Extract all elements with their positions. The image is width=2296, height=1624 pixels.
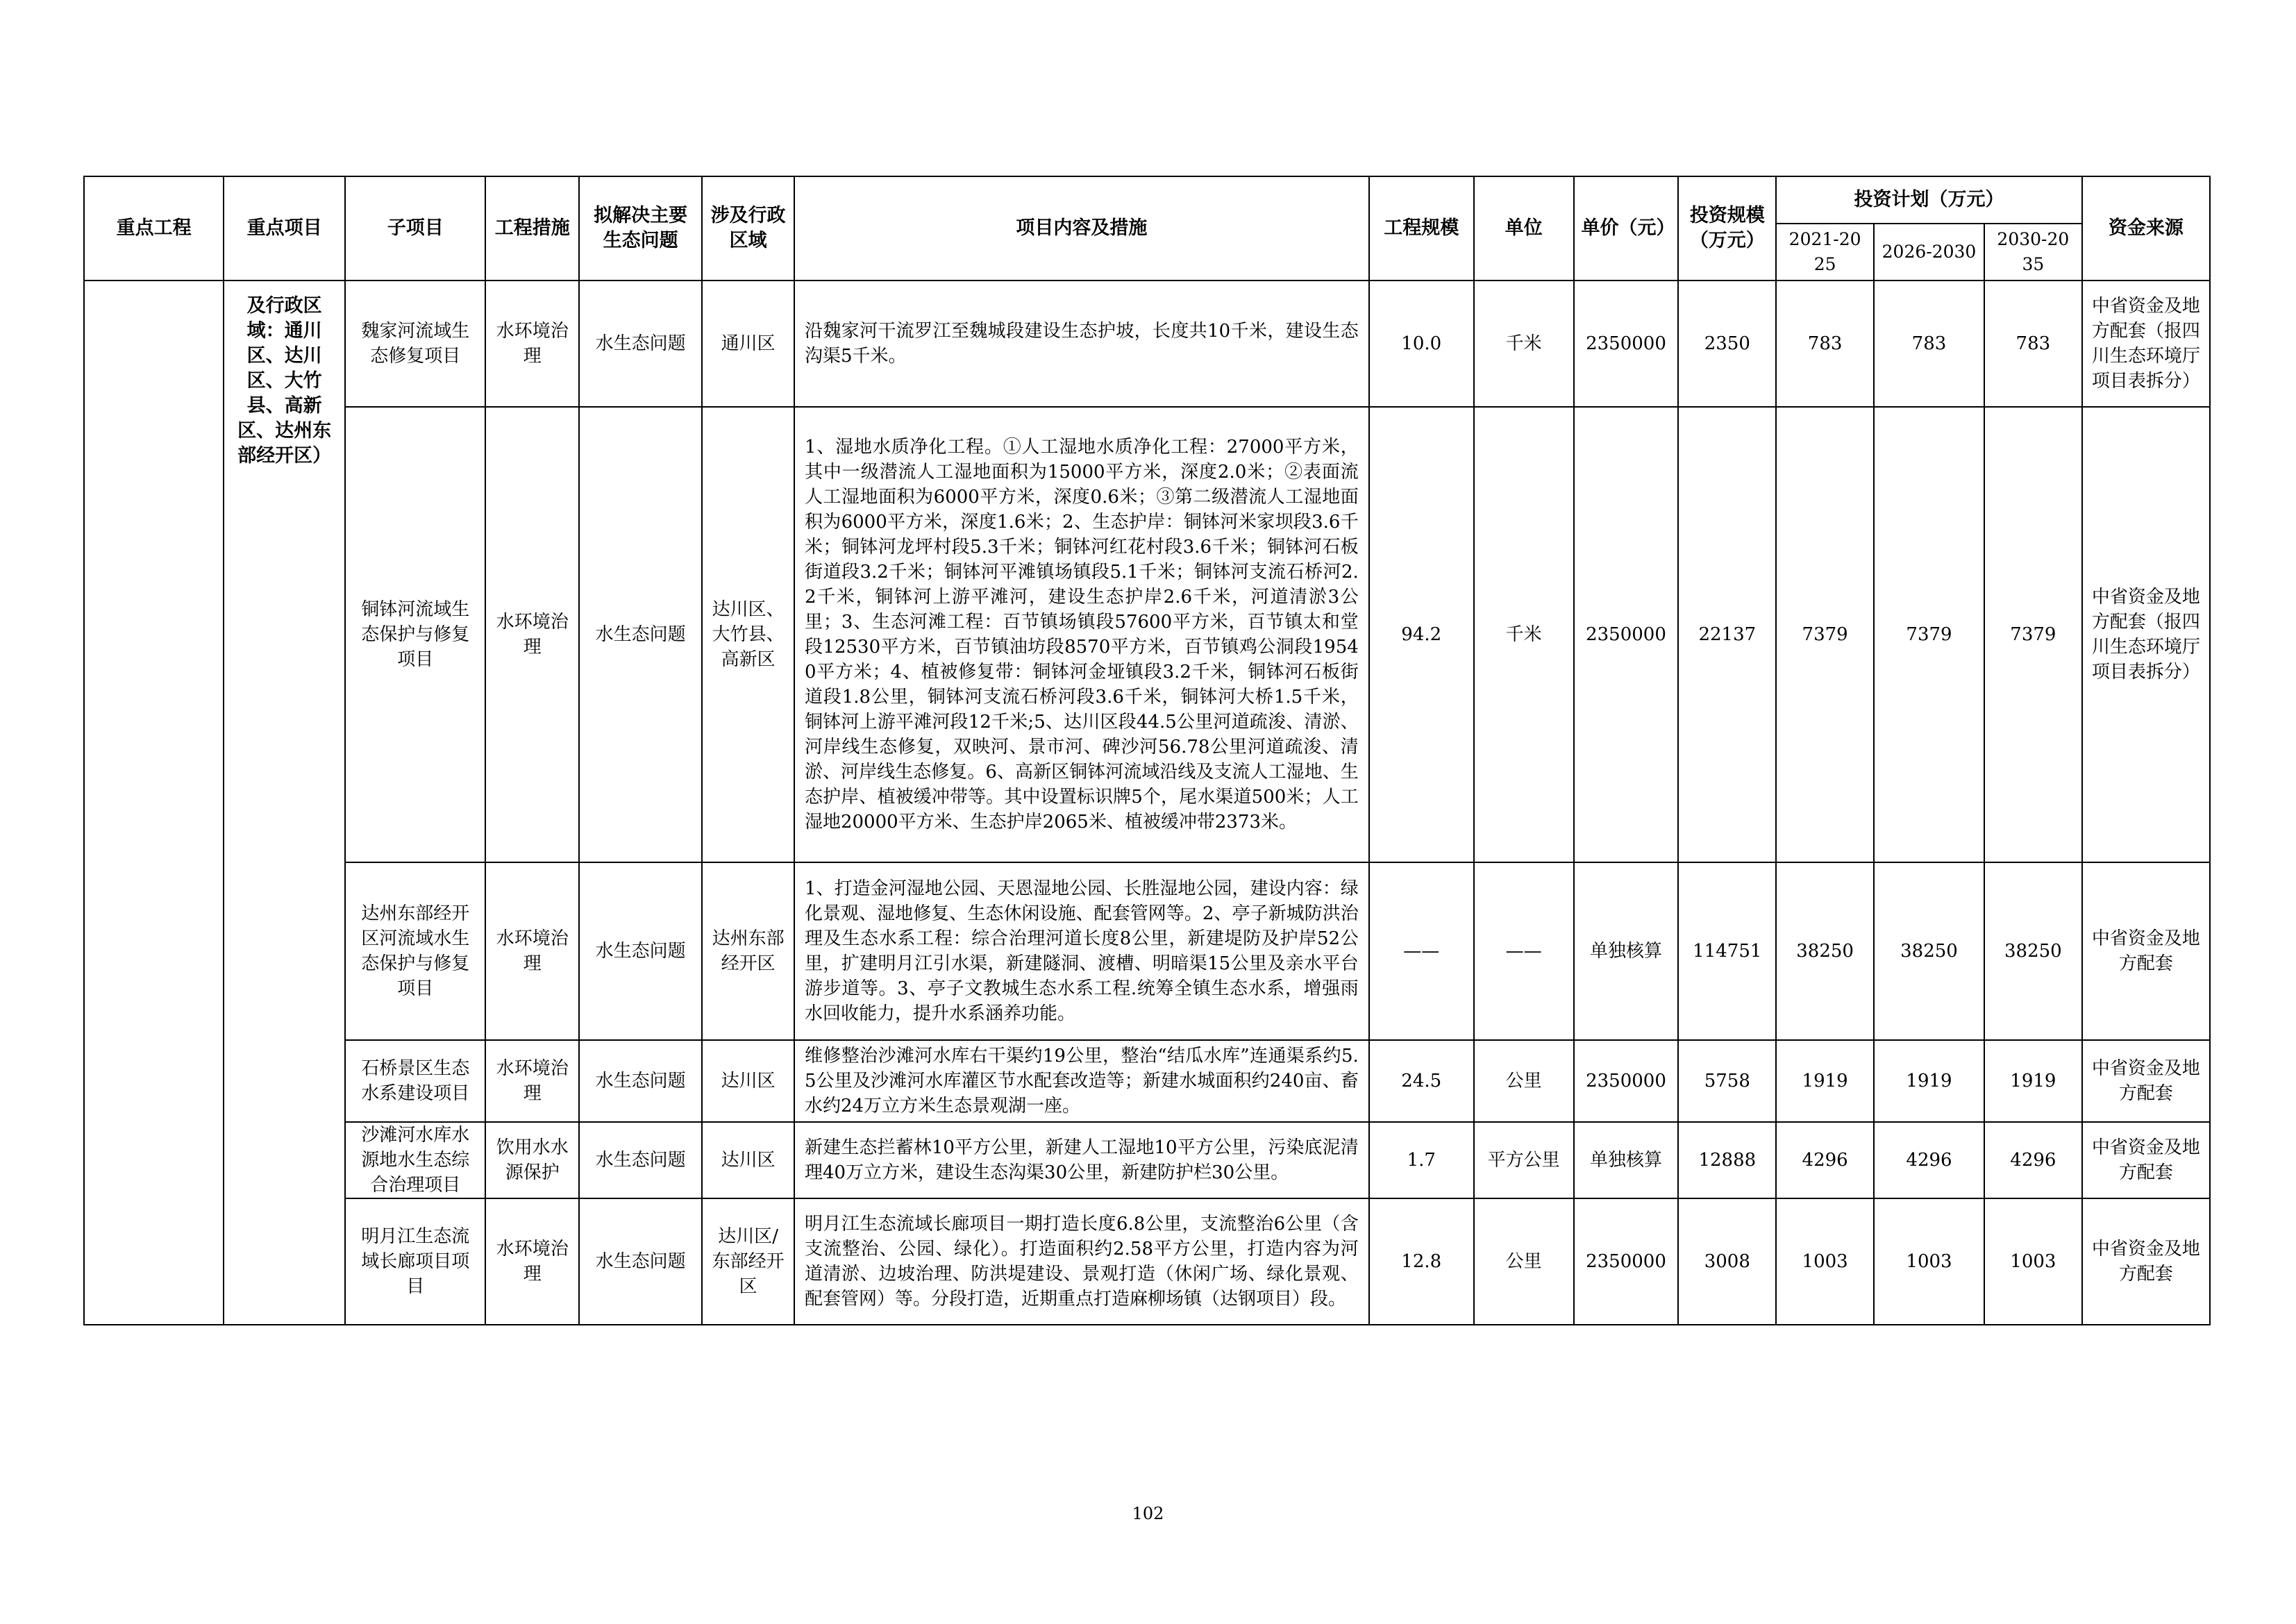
investment-table (83, 176, 2211, 1325)
page-number: 102 (1132, 1504, 1164, 1523)
header-engineering-scale: 工程规模 (1369, 176, 1474, 281)
region-cell: 达川区/东部经开区 (702, 1198, 794, 1325)
header-investment-plan: 投资计划（万元） (1776, 176, 2082, 224)
header-ecological-problem: 拟解决主要生态问题 (579, 176, 702, 281)
plan-2030-2035-cell: 783 (1984, 281, 2082, 407)
header-key-project: 重点项目 (224, 176, 345, 281)
scale-cell: 12.8 (1369, 1198, 1474, 1325)
measure-cell: 水环境治理 (485, 407, 579, 862)
header-row-1 (84, 176, 2210, 224)
plan-2026-2030-cell: 1003 (1874, 1198, 1984, 1325)
price-cell: 单独核算 (1574, 862, 1679, 1040)
content-cell: 明月江生态流域长廊项目一期打造长度6.8公里，支流整治6公里（含支流整治、公园、绿化）。打造面积约2.58平方公里，打造内容为河道清淤、边坡治理、防洪堤建设、景观打造（休闲广场、绿化景观、配套管网）等。分段打造，近期重点打造麻柳场镇（达钢项目）段。 (794, 1198, 1369, 1325)
plan-2021-2025-cell: 783 (1776, 281, 1874, 407)
region-cell: 达川区、大竹县、高新区 (702, 407, 794, 862)
investment-cell: 12888 (1678, 1122, 1776, 1198)
table-row (84, 407, 2210, 862)
sub-project-cell: 沙滩河水库水源地水生态综合治理项目 (345, 1122, 485, 1198)
plan-2026-2030-cell: 4296 (1874, 1122, 1984, 1198)
price-cell: 单独核算 (1574, 1122, 1679, 1198)
unit-cell: 千米 (1474, 281, 1574, 407)
region-cell: 达川区 (702, 1040, 794, 1122)
header-period-2030-2035: 2030-2035 (1984, 224, 2082, 281)
header-period-2021-2025: 2021-2025 (1776, 224, 1874, 281)
header-unit: 单位 (1474, 176, 1574, 281)
plan-2021-2025-cell: 7379 (1776, 407, 1874, 862)
investment-cell: 3008 (1678, 1198, 1776, 1325)
plan-2030-2035-cell: 1003 (1984, 1198, 2082, 1325)
fund-source-cell: 中省资金及地方配套 (2082, 1122, 2210, 1198)
fund-source-cell: 中省资金及地方配套（报四川生态环境厅项目表拆分） (2082, 407, 2210, 862)
measure-cell: 饮用水水源保护 (485, 1122, 579, 1198)
problem-cell: 水生态问题 (579, 1198, 702, 1325)
unit-cell: —— (1474, 862, 1574, 1040)
scale-cell: 10.0 (1369, 281, 1474, 407)
table-row (84, 281, 2210, 407)
header-content-measures: 项目内容及措施 (794, 176, 1369, 281)
fund-source-cell: 中省资金及地方配套 (2082, 1040, 2210, 1122)
header-investment-scale: 投资规模（万元） (1678, 176, 1776, 281)
sub-project-cell: 魏家河流域生态修复项目 (345, 281, 485, 407)
table-row (84, 1198, 2210, 1325)
scale-cell: 94.2 (1369, 407, 1474, 862)
sub-project-cell: 铜钵河流域生态保护与修复项目 (345, 407, 485, 862)
unit-cell: 公里 (1474, 1198, 1574, 1325)
scale-cell: 24.5 (1369, 1040, 1474, 1122)
header-period-2026-2030: 2026-2030 (1874, 224, 1984, 281)
region-cell: 达州东部经开区 (702, 862, 794, 1040)
content-cell: 沿魏家河干流罗江至魏城段建设生态护坡，长度共10千米，建设生态沟渠5千米。 (794, 281, 1369, 407)
content-cell: 1、湿地水质净化工程。①人工湿地水质净化工程：27000平方米，其中一级潜流人工湿地面积为15000平方米，深度2.0米；②表面流人工湿地面积为6000平方米，深度0.6米；③第二级潜流人工湿地面积为6000平方米，深度1.6米；2、生态护岸：铜钵河米家坝段3.6千米；铜钵河龙坪村段5.3千米；铜钵河红花村段3.6千米；铜钵河石板街道段3.2千米；铜钵河平滩镇场镇段5.1千米；铜钵河支流石桥河2.2千米，铜钵河上游平滩河，建设生态护岸2.6千米，河道清淤3公里；3、生态河滩工程：百节镇场镇段57600平方米，百节镇太和堂段12530平方米，百节镇油坊段8570平方米，百节镇鸡公洞段19540平方米；4、植被修复带：铜钵河金垭镇段3.2千米，铜钵河石板街道段1.8公里，铜钵河支流石桥河段3.6千米，铜钵河大桥1.5千米，铜钵河上游平滩河段12千米;5、达川区段44.5公里河道疏浚、清淤、河岸线生态修复，双映河、景市河、碑沙河56.78公里河道疏浚、清淤、河岸线生态修复。6、高新区铜钵河流域沿线及支流人工湿地、生态护岸、植被缓冲带等。其中设置标识牌5个，尾水渠道500米；人工湿地20000平方米、生态护岸2065米、植被缓冲带2373米。 (794, 407, 1369, 862)
plan-2021-2025-cell: 38250 (1776, 862, 1874, 1040)
problem-cell: 水生态问题 (579, 862, 702, 1040)
region-cell: 达川区 (702, 1122, 794, 1198)
price-cell: 2350000 (1574, 1198, 1679, 1325)
plan-2030-2035-cell: 7379 (1984, 407, 2082, 862)
content-cell: 新建生态拦蓄林10平方公里，新建人工湿地10平方公里，污染底泥清理40万立方米，建设生态沟渠30公里，新建防护栏30公里。 (794, 1122, 1369, 1198)
plan-2026-2030-cell: 7379 (1874, 407, 1984, 862)
problem-cell: 水生态问题 (579, 281, 702, 407)
problem-cell: 水生态问题 (579, 1122, 702, 1198)
header-fund-source: 资金来源 (2082, 176, 2210, 281)
key-engineering-cell (84, 281, 224, 1325)
header-unit-price: 单价（元） (1574, 176, 1679, 281)
content-cell: 维修整治沙滩河水库右干渠约19公里，整治“结瓜水库”连通渠系约5.5公里及沙滩河水库灌区节水配套改造等；新建水城面积约240亩、畜水约24万立方米生态景观湖一座。 (794, 1040, 1369, 1122)
plan-2026-2030-cell: 783 (1874, 281, 1984, 407)
measure-cell: 水环境治理 (485, 1040, 579, 1122)
scale-cell: 1.7 (1369, 1122, 1474, 1198)
price-cell: 2350000 (1574, 1040, 1679, 1122)
plan-2030-2035-cell: 38250 (1984, 862, 2082, 1040)
plan-2021-2025-cell: 4296 (1776, 1122, 1874, 1198)
header-engineering-measure: 工程措施 (485, 176, 579, 281)
investment-cell: 114751 (1678, 862, 1776, 1040)
fund-source-cell: 中省资金及地方配套（报四川生态环境厅项目表拆分） (2082, 281, 2210, 407)
region-cell: 通川区 (702, 281, 794, 407)
investment-cell: 22137 (1678, 407, 1776, 862)
measure-cell: 水环境治理 (485, 281, 579, 407)
sub-project-cell: 石桥景区生态水系建设项目 (345, 1040, 485, 1122)
header-admin-region: 涉及行政区域 (702, 176, 794, 281)
plan-2030-2035-cell: 4296 (1984, 1122, 2082, 1198)
plan-2026-2030-cell: 1919 (1874, 1040, 1984, 1122)
fund-source-cell: 中省资金及地方配套 (2082, 1198, 2210, 1325)
investment-cell: 2350 (1678, 281, 1776, 407)
scale-cell: —— (1369, 862, 1474, 1040)
problem-cell: 水生态问题 (579, 407, 702, 862)
plan-2021-2025-cell: 1919 (1776, 1040, 1874, 1122)
measure-cell: 水环境治理 (485, 1198, 579, 1325)
table-row (84, 862, 2210, 1040)
sub-project-cell: 明月江生态流域长廊项目项目 (345, 1198, 485, 1325)
table-row (84, 1040, 2210, 1122)
price-cell: 2350000 (1574, 281, 1679, 407)
header-sub-project: 子项目 (345, 176, 485, 281)
unit-cell: 千米 (1474, 407, 1574, 862)
sub-project-cell: 达州东部经开区河流域水生态保护与修复项目 (345, 862, 485, 1040)
unit-cell: 公里 (1474, 1040, 1574, 1122)
price-cell: 2350000 (1574, 407, 1679, 862)
fund-source-cell: 中省资金及地方配套 (2082, 862, 2210, 1040)
table-row (84, 1122, 2210, 1198)
investment-cell: 5758 (1678, 1040, 1776, 1122)
unit-cell: 平方公里 (1474, 1122, 1574, 1198)
key-project-cell: 及行政区域：通川区、达川区、大竹县、高新区、达州东部经开区） (224, 281, 345, 1325)
problem-cell: 水生态问题 (579, 1040, 702, 1122)
content-cell: 1、打造金河湿地公园、天恩湿地公园、长胜湿地公园，建设内容：绿化景观、湿地修复、生态休闲设施、配套管网等。2、亭子新城防洪治理及生态水系工程：综合治理河道长度8公里，新建堤防及护岸52公里，扩建明月江引水渠，新建隧洞、渡槽、明暗渠15公里及亲水平台游步道等。3、亭子文教城生态水系工程.统筹全镇生态水系，增强雨水回收能力，提升水系涵养功能。 (794, 862, 1369, 1040)
measure-cell: 水环境治理 (485, 862, 579, 1040)
header-key-engineering: 重点工程 (84, 176, 224, 281)
plan-2026-2030-cell: 38250 (1874, 862, 1984, 1040)
plan-2030-2035-cell: 1919 (1984, 1040, 2082, 1122)
plan-2021-2025-cell: 1003 (1776, 1198, 1874, 1325)
